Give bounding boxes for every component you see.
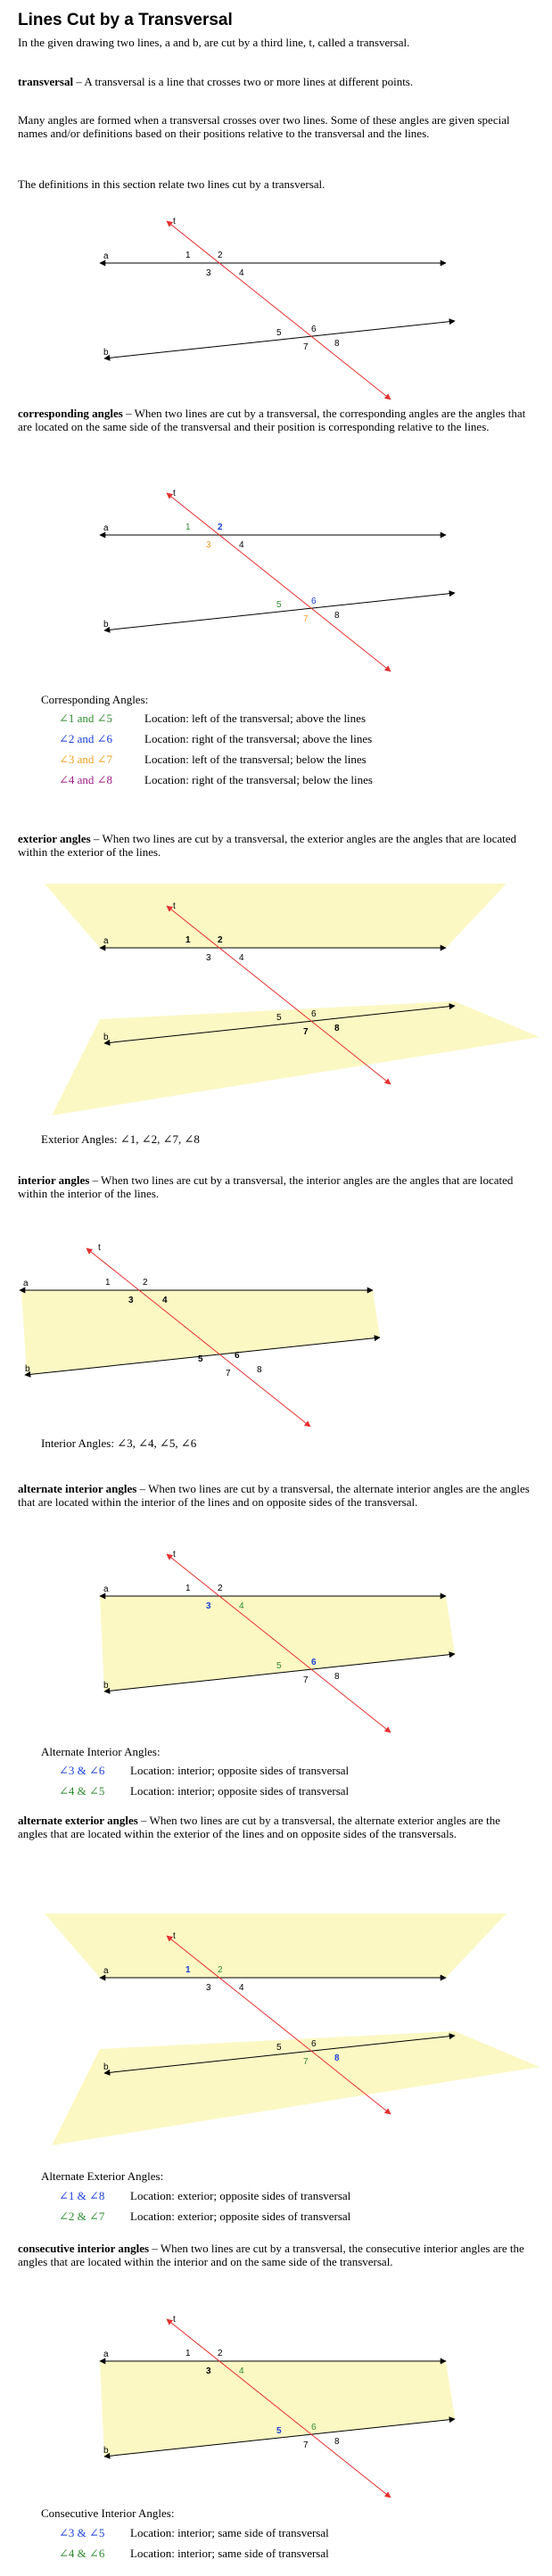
label-t: t [173, 2315, 176, 2325]
angle-8: 8 [334, 2437, 340, 2447]
label-t: t [173, 489, 176, 498]
transversal-t [167, 493, 391, 671]
label-a: a [103, 936, 109, 946]
angle-location: Location: interior; same side of transversal [130, 2547, 329, 2560]
angle-2: 2 [218, 1965, 223, 1975]
label-a: a [103, 251, 109, 261]
exterior-region-top [45, 1913, 507, 1978]
figure-exterior [0, 876, 552, 1117]
figure-alternate-exterior [0, 1862, 552, 2183]
exterior-region-bottom [52, 1001, 540, 1115]
angle-5: 5 [276, 2426, 282, 2436]
angle-location: Location: exterior; opposite sides of transversal [130, 2189, 351, 2202]
angle-2: 2 [218, 2349, 223, 2358]
angle-pair: ∠3 & ∠5 [59, 2526, 105, 2539]
list-item [59, 1760, 349, 1781]
consecutive-interior-term: consecutive interior angles [18, 2242, 150, 2255]
label-b: b [103, 620, 109, 630]
angle-1: 1 [185, 2349, 191, 2358]
alternate-interior-definition [18, 1482, 531, 1509]
label-t: t [173, 1931, 176, 1941]
consecutive-interior-definition [18, 2242, 531, 2268]
label-b: b [103, 1681, 109, 1691]
angle-1: 1 [105, 1278, 111, 1288]
angle-5: 5 [198, 1354, 203, 1364]
consecutive-interior-list [59, 2523, 329, 2564]
angle-7: 7 [303, 2057, 309, 2067]
angle-4: 4 [162, 1296, 168, 1305]
list-item [59, 770, 373, 790]
angle-3: 3 [128, 1296, 134, 1305]
alternate-interior-term: alternate interior angles [18, 1482, 137, 1495]
transversal-def-text: – A transversal is a line that crosses two or more lines at different points. [73, 75, 414, 88]
angle-pair: ∠4 & ∠6 [59, 2547, 105, 2560]
definitions-paragraph: The definitions in this section relate two lines cut by a transversal. [18, 177, 325, 191]
angle-pair: ∠3 and ∠7 [59, 753, 113, 766]
angle-3: 3 [206, 540, 211, 550]
intro-paragraph: In the given drawing two lines, a and b, are cut by a third line, t, called a transversal. [18, 36, 410, 49]
angle-4: 4 [239, 953, 244, 963]
list-item [59, 2543, 329, 2564]
angle-6: 6 [311, 1658, 317, 1667]
angle-5: 5 [276, 328, 282, 338]
corresponding-def-text: – When two lines are cut by a transversal, the corresponding angles are the angles that are located on the same side of the transversal and their position is corresponding relative to the lines. [18, 407, 526, 433]
angle-location: Location: interior; opposite sides of transversal [130, 1764, 350, 1777]
angle-location: Location: left of the transversal; below the lines [144, 753, 367, 766]
angle-pair: ∠1 and ∠5 [59, 712, 113, 725]
angle-2: 2 [218, 935, 223, 945]
consecutive-interior-def-text: – When two lines are cut by a transversal, the consecutive interior angles are the angles that are located within the interior and on the same side of the transversal. [18, 2242, 524, 2268]
interior-caption: Interior Angles: ∠3, ∠4, ∠5, ∠6 [41, 1436, 197, 1450]
angle-2: 2 [218, 251, 223, 260]
alternate-exterior-caption: Alternate Exterior Angles: [41, 2169, 164, 2183]
list-item [59, 749, 373, 770]
angle-7: 7 [226, 1369, 231, 1379]
label-b: b [25, 1364, 30, 1374]
label-a: a [103, 2350, 109, 2359]
label-a: a [103, 1966, 109, 1976]
transversal-definition [18, 75, 531, 88]
angle-8: 8 [334, 1024, 340, 1033]
angle-6: 6 [235, 1351, 240, 1361]
interior-def-text: – When two lines are cut by a transversal, the interior angles are the angles that are located within the interior of the lines. [18, 1173, 514, 1200]
label-b: b [103, 2062, 109, 2072]
label-b: b [103, 348, 109, 358]
angle-pair: ∠4 & ∠5 [59, 1784, 105, 1798]
angle-pair: ∠4 and ∠8 [59, 773, 113, 786]
angle-1: 1 [185, 1584, 191, 1593]
label-t: t [173, 901, 176, 911]
angle-1: 1 [185, 935, 191, 945]
corresponding-caption: Corresponding Angles: [41, 693, 149, 706]
line-b [104, 593, 455, 630]
interior-region [100, 1596, 455, 1691]
angle-pair: ∠2 and ∠6 [59, 732, 113, 745]
exterior-region-top [45, 884, 507, 948]
figure-consecutive-interior [0, 2308, 552, 2504]
label-a: a [23, 1279, 29, 1288]
exterior-term: exterior angles [18, 832, 91, 845]
angle-location: Location: left of the transversal; above the lines [144, 712, 366, 725]
consecutive-interior-caption: Consecutive Interior Angles: [41, 2506, 175, 2520]
corresponding-term: corresponding angles [18, 407, 123, 420]
angle-8: 8 [334, 1672, 340, 1682]
exterior-caption: Exterior Angles: ∠1, ∠2, ∠7, ∠8 [41, 1132, 200, 1146]
label-b: b [103, 2446, 109, 2456]
angle-pair: ∠1 & ∠8 [59, 2189, 105, 2202]
angle-3: 3 [206, 1983, 211, 1993]
angle-3: 3 [206, 1601, 211, 1611]
angle-1: 1 [185, 251, 191, 260]
corresponding-list [59, 708, 373, 790]
angle-location: Location: right of the transversal; above the lines [144, 732, 373, 745]
alternate-exterior-list [59, 2185, 350, 2226]
angle-5: 5 [276, 1013, 282, 1023]
angle-2: 2 [143, 1278, 148, 1288]
angle-6: 6 [311, 2039, 317, 2049]
angle-7: 7 [303, 1027, 309, 1037]
angle-pair: ∠3 & ∠6 [59, 1764, 105, 1777]
label-t: t [98, 1243, 101, 1253]
alternate-interior-caption: Alternate Interior Angles: [41, 1745, 161, 1758]
angle-pair: ∠2 & ∠7 [59, 2210, 105, 2223]
list-item [59, 708, 373, 728]
label-t: t [173, 1550, 176, 1560]
label-t: t [173, 217, 176, 226]
angle-8: 8 [334, 611, 340, 621]
figure-alternate-interior [0, 1543, 552, 1739]
angle-4: 4 [239, 2366, 244, 2376]
angle-5: 5 [276, 2043, 282, 2053]
list-item [59, 728, 373, 749]
transversal-term: transversal [18, 75, 74, 88]
list-item [59, 2523, 329, 2543]
label-a: a [103, 523, 109, 533]
angle-1: 1 [185, 1965, 191, 1975]
angle-7: 7 [303, 2440, 309, 2450]
alternate-interior-list [59, 1760, 349, 1801]
list-item [59, 2185, 350, 2206]
alternate-exterior-definition [18, 1814, 531, 1840]
list-item [59, 1781, 349, 1801]
angle-location: Location: interior; opposite sides of transversal [130, 1784, 350, 1798]
angle-5: 5 [276, 600, 282, 610]
angle-4: 4 [239, 268, 244, 278]
figure-interior [0, 1230, 552, 1427]
angle-3: 3 [206, 268, 211, 278]
figure-corresponding [0, 481, 552, 678]
angle-8: 8 [334, 339, 340, 349]
angle-location: Location: right of the transversal; below the lines [144, 773, 373, 786]
alternate-interior-def-text: – When two lines are cut by a transversal, the alternate interior angles are the angles that are located within the interior of the lines and on opposite sides of the transversal. [18, 1482, 530, 1509]
exterior-region-bottom [52, 2031, 540, 2145]
alternate-exterior-term: alternate exterior angles [18, 1814, 138, 1827]
angle-4: 4 [239, 540, 244, 550]
page-title: Lines Cut by a Transversal [18, 11, 233, 29]
angle-location: Location: exterior; opposite sides of transversal [130, 2210, 351, 2223]
exterior-def-text: – When two lines are cut by a transversal, the exterior angles are the angles that are located within the exterior of the lines. [18, 832, 517, 859]
angle-6: 6 [311, 1009, 317, 1019]
label-a: a [103, 1584, 109, 1594]
interior-definition [18, 1173, 531, 1200]
corresponding-definition [18, 407, 531, 433]
angles-paragraph: Many angles are formed when a transversal crosses over two lines. Some of these angles are given special names and/or definitions based on their positions relative to the transversal and the lines. [18, 113, 510, 140]
transversal-t [167, 221, 391, 399]
angle-1: 1 [185, 523, 191, 532]
line-b [104, 321, 455, 358]
interior-term: interior angles [18, 1173, 90, 1187]
angle-7: 7 [303, 1675, 309, 1685]
angle-4: 4 [239, 1601, 244, 1611]
label-b: b [103, 1033, 109, 1042]
angle-location: Location: interior; same side of transversal [130, 2526, 329, 2539]
angle-7: 7 [303, 614, 309, 624]
angle-2: 2 [218, 1584, 223, 1593]
angle-7: 7 [303, 342, 309, 352]
angle-5: 5 [276, 1661, 282, 1671]
alternate-exterior-def-text: – When two lines are cut by a transversal, the alternate exterior angles are the angles that are located within the exterior of the lines and on opposite sides of the transversals. [18, 1814, 500, 1840]
angle-8: 8 [334, 2053, 340, 2063]
angle-6: 6 [311, 325, 317, 334]
angle-8: 8 [257, 1365, 262, 1375]
angle-3: 3 [206, 2366, 211, 2376]
list-item [59, 2206, 350, 2226]
angle-6: 6 [311, 597, 317, 606]
angle-3: 3 [206, 953, 211, 963]
exterior-definition [18, 832, 531, 859]
angle-6: 6 [311, 2423, 317, 2432]
angle-4: 4 [239, 1983, 244, 1993]
figure-basic [0, 210, 552, 406]
angle-2: 2 [218, 523, 223, 532]
interior-region [100, 2361, 455, 2457]
